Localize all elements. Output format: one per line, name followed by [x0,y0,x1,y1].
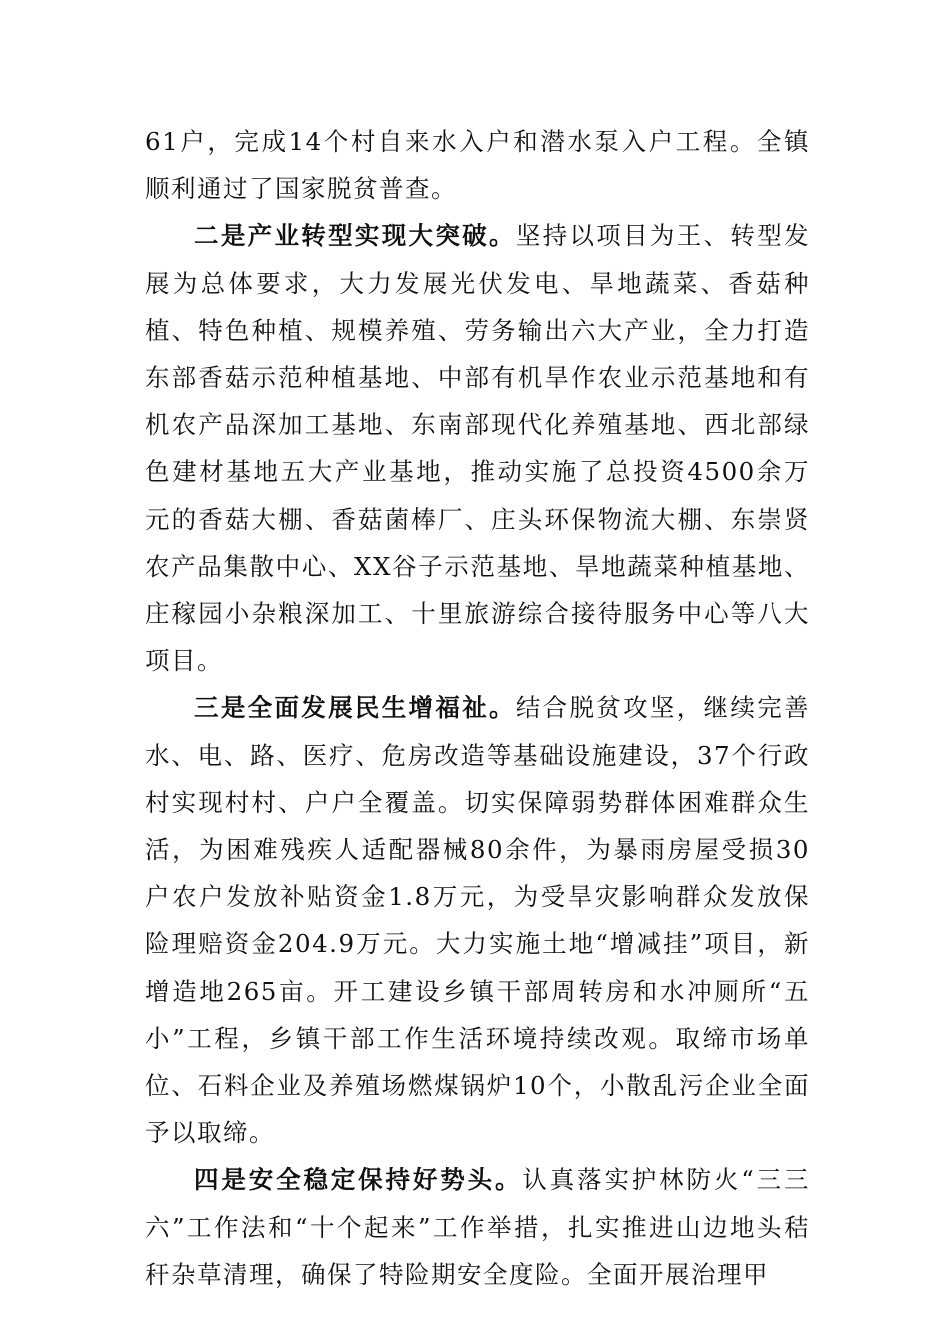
paragraph-heading: 三是全面发展民生增福祉。 [194,693,516,723]
paragraph-text: 61户，完成14个村自来水入户和潜水泵入户工程。全镇顺利通过了国家脱贫普查。 [145,127,810,204]
document-body [145,118,810,1298]
paragraph-industry-transformation [145,212,810,684]
paragraph-text: 坚持以项目为王、转型发展为总体要求，大力发展光伏发电、旱地蔬菜、香菇种植、特色种植、规模养殖、劳务输出六大产业，全力打造东部香菇示范种植基地、中部有机旱作农业示范基地和有机农产品深加工基地、东南部现代化养殖基地、西北部绿色建材基地五大产业基地，推动实施了总投资4500余万元的香菇大棚、香菇菌棒厂、庄头环保物流大棚、东崇贤农产品集散中心、XX谷子示范基地、旱地蔬菜种植基地、庄稼园小杂粮深加工、十里旅游综合接待服务中心等八大项目。 [145,221,811,676]
paragraph-continuation [145,118,810,212]
paragraph-heading: 四是安全稳定保持好势头。 [194,1165,523,1195]
paragraph-heading: 二是产业转型实现大突破。 [194,221,516,251]
paragraph-livelihood [145,684,810,1156]
paragraph-text: 结合脱贫攻坚，继续完善水、电、路、医疗、危房改造等基础设施建设，37个行政村实现村村、户户全覆盖。切实保障弱势群体困难群众生活，为困难残疾人适配器械80余件，为暴雨房屋受损30户农户发放补贴资金1.8万元，为受旱灾影响群众发放保险理赔资金204.9万元。大力实施土地“增减挂”项目，新增造地265亩。开工建设乡镇干部周转房和水冲厕所“五小”工程，乡镇干部工作生活环境持续改观。取缔市场单位、石料企业及养殖场燃煤锅炉10个，小散乱污企业全面予以取缔。 [145,693,811,1148]
paragraph-safety-stability [145,1156,810,1298]
paragraph-text: 认真落实护林防火“三三六”工作法和“十个起来”工作举措，扎实推进山边地头秸秆杂草清理，确保了特险期安全度险。全面开展治理甲 [145,1165,811,1289]
